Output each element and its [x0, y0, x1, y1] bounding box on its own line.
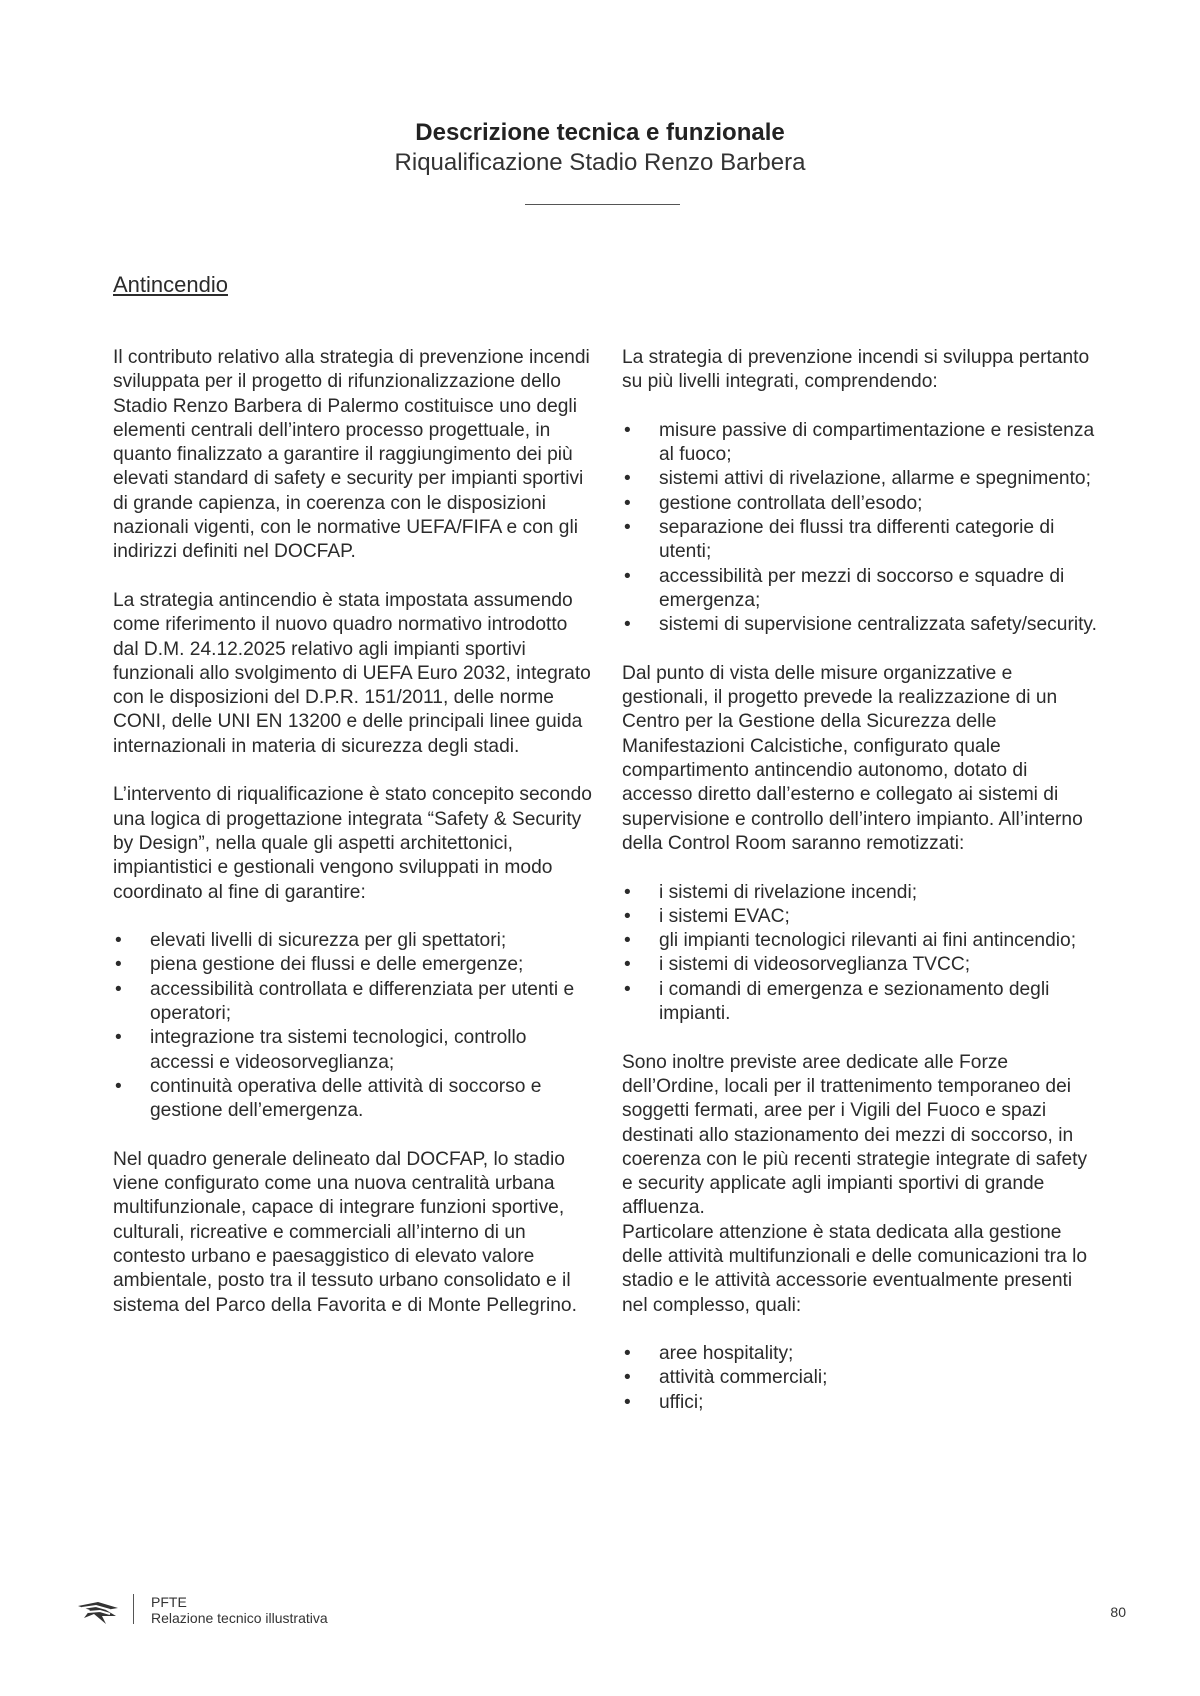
list-item: • integrazione tra sistemi tecnologici, controllo accessi e videosorveglianza;: [115, 1027, 527, 1073]
left-column: [113, 346, 593, 1342]
list-item: • separazione dei flussi tra differenti categorie di utenti;: [624, 517, 1055, 563]
list-item: • sistemi di supervisione centralizzata safety/security.: [624, 614, 1097, 636]
paragraph: La strategia di prevenzione incendi si sviluppa pertanto su più livelli integrati, comprendendo:: [622, 347, 1090, 393]
bullet-list: [113, 929, 593, 1123]
list-item: • i sistemi di videosorveglianza TVCC;: [624, 954, 971, 976]
right-column: [622, 346, 1102, 1439]
footer-divider: [133, 1594, 134, 1624]
list-item: • accessibilità controllata e differenziata per utenti e operatori;: [115, 978, 575, 1025]
paragraph: Sono inoltre previste aree dedicate alle Forze dell’Ordine, locali per il trattenimento temporaneo dei soggetti fermati, aree per i Vigili del Fuoco e spazi destinati allo stazionamento dei mezzi di soccorso, in coerenza con le più recenti strategie integrate di safety e security applicate agli impianti sportivi di grande affluenza.: [622, 1051, 1088, 1219]
list-item: • misure passive di compartimentazione e resistenza al fuoco;: [624, 419, 1095, 466]
paragraph: Nel quadro generale delineato dal DOCFAP, lo stadio viene configurato come una nuova centralità urbana multifunzionale, capace di integrare funzioni sportive, culturali, ricreative e commerciali all’interno di un contesto urbano e paesaggistico di elevato valore ambientale, posto tra il tessuto urbano consolidato e il sistema del Parco della Favorita e di Monte Pellegrino.: [113, 1148, 577, 1316]
list-item: • i comandi di emergenza e sezionamento degli impianti.: [624, 978, 1050, 1025]
list-item: • gestione controllata dell’esodo;: [624, 492, 923, 514]
page-number: 80: [1110, 1604, 1126, 1620]
list-item: • attività commerciali;: [624, 1367, 828, 1389]
bullet-list: [622, 1342, 1102, 1415]
bullet-list: [622, 419, 1102, 638]
paragraph: L’intervento di riqualificazione è stato concepito secondo una logica di progettazione integrata “Safety & Security by Design”, nella quale gli aspetti architettonici, impiantistici e gestionali vengono sviluppati in modo coordinato al fine di garantire:: [113, 784, 592, 903]
paragraph: Il contributo relativo alla strategia di prevenzione incendi sviluppata per il progetto di rifunzionalizzazione dello Stadio Renzo Barbera di Palermo costituisce uno degli elementi centrali dell’intero processo progettuale, in quanto finalizzato a garantire il raggiungimento dei più elevati standard di safety e security per impianti sportivi di grande capienza, in coerenza con le disposizioni nazionali vigenti, con le normative UEFA/FIFA e con gli indirizzi definiti nel DOCFAP.: [113, 347, 590, 563]
document-title: Descrizione tecnica e funzionale: [415, 119, 785, 146]
paragraph: La strategia antincendio è stata impostata assumendo come riferimento il nuovo quadro normativo introdotto dal D.M. 24.12.2025 relativo agli impianti sportivi funzionali allo svolgimento di UEFA Euro 2032, integrato con le disposizioni del D.P.R. 151/2011, delle norme CONI, delle UNI EN 13200 e delle principali linee guida internazionali in materia di sicurezza degli stadi.: [113, 589, 591, 757]
list-item: • piena gestione dei flussi e delle emergenze;: [115, 954, 524, 976]
eagle-logo-icon: [76, 1596, 120, 1628]
page-header: [0, 118, 1200, 178]
paragraph: Dal punto di vista delle misure organizzative e gestionali, il progetto prevede la realizzazione di un Centro per la Gestione della Sicurezza delle Manifestazioni Calcistiche, configurato quale compartimento antincendio autonomo, dotato di accesso diretto dall’esterno e collegato ai sistemi di supervisione e controllo dell’intero impianto. All’interno della Control Room saranno remotizzati:: [622, 662, 1083, 854]
list-item: • continuità operativa delle attività di soccorso e gestione dell’emergenza.: [115, 1075, 542, 1122]
page-footer: [0, 1592, 1200, 1632]
footer-text: [151, 1594, 328, 1626]
document-subtitle: Riqualificazione Stadio Renzo Barbera: [394, 149, 806, 176]
list-item: • aree hospitality;: [624, 1343, 794, 1365]
list-item: • i sistemi EVAC;: [624, 905, 790, 927]
list-item: • accessibilità per mezzi di soccorso e squadre di emergenza;: [624, 565, 1065, 611]
list-item: • gli impianti tecnologici rilevanti ai fini antincendio;: [624, 930, 1077, 952]
footer-sublabel: Relazione tecnico illustrativa: [151, 1610, 328, 1626]
list-item: • uffici;: [624, 1391, 704, 1413]
header-divider: [525, 204, 680, 205]
list-item: • i sistemi di rivelazione incendi;: [624, 881, 918, 903]
list-item: • elevati livelli di sicurezza per gli spettatori;: [115, 930, 507, 952]
section-heading: Antincendio: [113, 272, 228, 297]
list-item: • sistemi attivi di rivelazione, allarme e spegnimento;: [624, 468, 1091, 490]
paragraph: Particolare attenzione è stata dedicata alla gestione delle attività multifunzionali e delle comunicazioni tra lo stadio e le attività accessorie eventualmente presenti nel complesso, quali:: [622, 1221, 1088, 1316]
bullet-list: [622, 881, 1102, 1027]
footer-label: PFTE: [151, 1594, 187, 1610]
